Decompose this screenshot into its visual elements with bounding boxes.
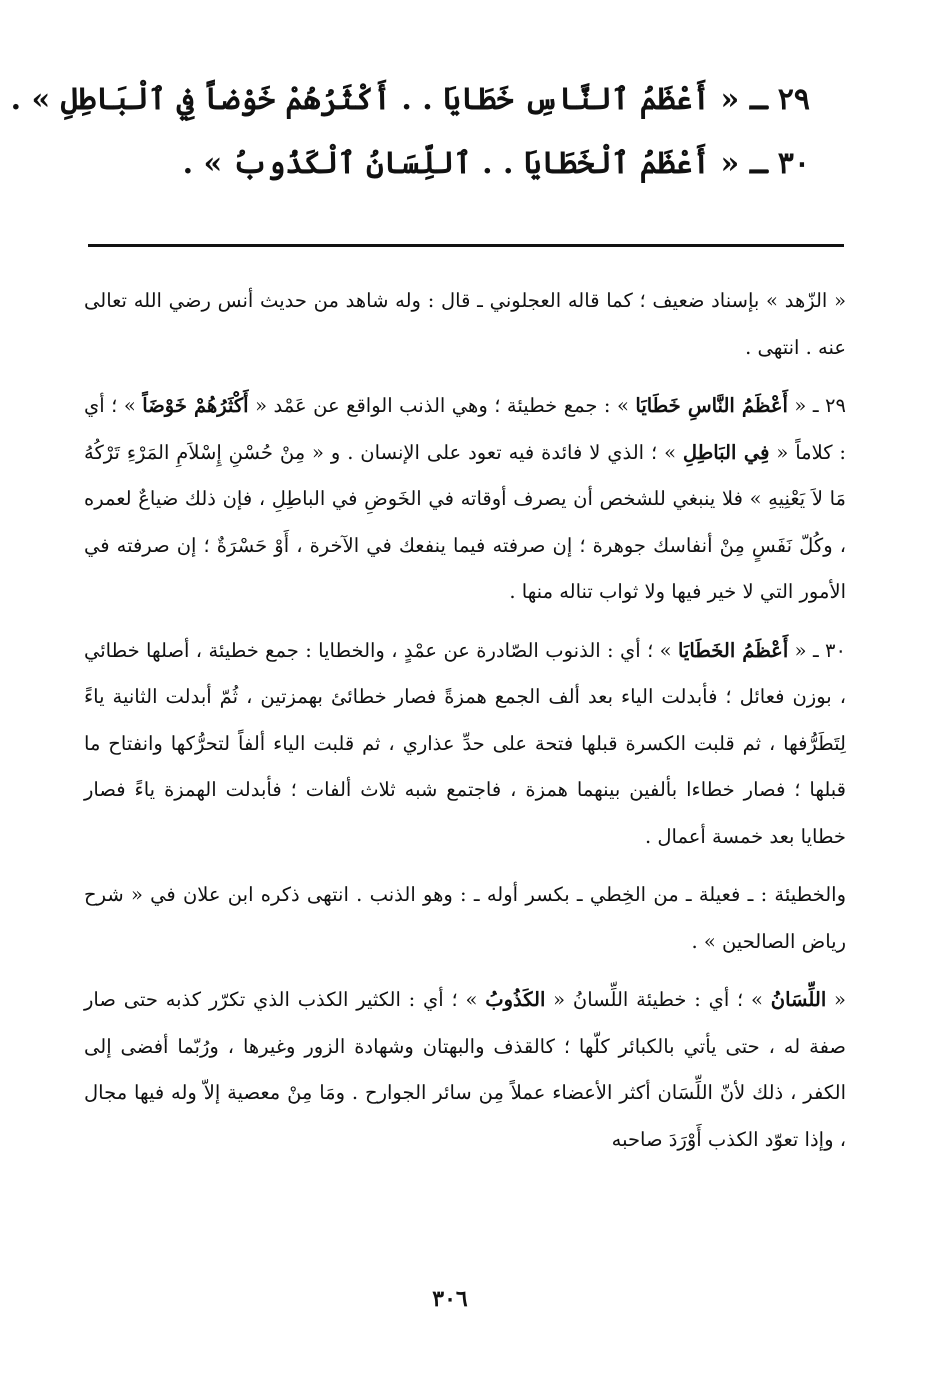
commentary-paragraph-1 <box>84 278 846 371</box>
paragraph-text: » ؛ أي : الكثير الكذب الذي تكرّر كذبه حتى صار صفة له ، حتى يأتي بالكبائر كلّها ؛ كالقذف والبهتان وشهادة الزور وغيرها ، ورُبّما أفضى إلى الكفر ، ذلك لأنّ اللِّسَان أكثر الأعضاء عملاً مِن سائر الجوارح . ومَا مِنْ معصية إلاّ وله فيها مجال ، وإذا تعوّد الكذب أَوْرَدَ صاحبه <box>84 988 846 1151</box>
paragraph-text: « <box>826 988 846 1011</box>
hadith-term: اللِّسَانُ <box>770 988 827 1011</box>
paragraph-text: ٣٠ ـ « <box>788 638 846 662</box>
hadith-term: أَعْظَمُ الخَطَايَا <box>677 638 789 662</box>
hadith-verses <box>10 68 810 196</box>
paragraph-text: والخطيئة : ـ فعيلة ـ من الخِطي ـ بكسر أوله ـ : وهو الذنب . انتهى ذكره ابن علان في « شرح رياض الصالحين » . <box>84 883 846 953</box>
paragraph-text: » ؛ أي : خطيئة اللِّسانُ « <box>545 988 771 1011</box>
paragraph-text: ٢٩ ـ « <box>787 394 846 417</box>
hadith-term: الكَذُوبُ <box>485 988 546 1011</box>
separator-rule <box>88 244 844 247</box>
hadith-term: أَعْظَمُ النَّاسِ خَطَايَا <box>635 394 788 417</box>
page-number: ٣٠٦ <box>432 1286 468 1312</box>
hadith-verse-30: ٣٠ ـ « أَعْظَمُ ٱلْخَطَايَا . . ٱللِّسَانُ ٱلْكَذُوبُ » . <box>182 146 810 181</box>
commentary-block <box>84 278 846 1175</box>
hadith-term: أَكْثَرُهُمْ خَوْضَاً <box>142 394 249 417</box>
hadith-verse-29: ٢٩ ـ « أَعْظَمُ ٱلنَّاسِ خَطَايَا . . أَكْثَرُهُمْ خَوْضاً فِي ٱلْبَاطِلِ » . <box>10 82 810 117</box>
commentary-paragraph-29 <box>84 383 846 616</box>
hadith-term: فِي البَاطِلِ <box>682 440 770 464</box>
paragraph-text: » ؛ أي : كلاماً « <box>84 394 846 464</box>
paragraph-text: » ؛ أي : الذنوب الصّادرة عن عمْدٍ ، والخطايا : جمع خطيئة ، أصلها خطائي ، بوزن فعائل ؛ فأبدلت الياء بعد ألف الجمع همزةً فصار خطائئ بهمزتين ، ثُمّ أبدلت الثانية ياءً لِتَطَرُّفها ، ثم قلبت الكسرة قبلها فتحة على حدِّ عذاري ، ثم قلبت الياء ألفاً لتحرُّكها وانفتاح ما قبلها ؛ فصار خطاءا بألفين بينهما همزة ، فاجتمع شبه ثلاث ألفات ؛ فأبدلت الهمزة ياءً فصار خطايا بعد خمسة أعمال . <box>84 638 846 848</box>
paragraph-text: « الزّهد » بإسناد ضعيف ؛ كما قاله العجلوني ـ قال : وله شاهد من حديث أنس رضي الله تعالى عنه . انتهى . <box>84 289 846 359</box>
paragraph-text: » ؛ الذي لا فائدة فيه تعود على الإنسان . و « مِنْ حُسْنِ إِسْلاَمِ المَرْءِ تَرْكُهُ مَا لاَ يَعْنِيهِ » فلا ينبغي للشخص أن يصرف أوقاته في الخَوضِ في الباطِلِ ، فإن ذلك ضياعٌ لعمره ، وكُلّ نَفَسٍ مِنْ أنفاسك جوهرة ؛ إن صرفته فيما ينفعك في الآخرة ، أَوْ حَسْرَةٌ ؛ إن صرفته في الأمور التي لا خير فيها ولا ثواب تناله منها . <box>84 440 846 603</box>
paragraph-text: » : جمع خطيئة ؛ وهي الذنب الواقع عن عَمْد « <box>248 394 636 417</box>
commentary-paragraph-lisan <box>84 977 846 1163</box>
commentary-paragraph-khatia <box>84 872 846 965</box>
commentary-paragraph-30 <box>84 628 846 861</box>
